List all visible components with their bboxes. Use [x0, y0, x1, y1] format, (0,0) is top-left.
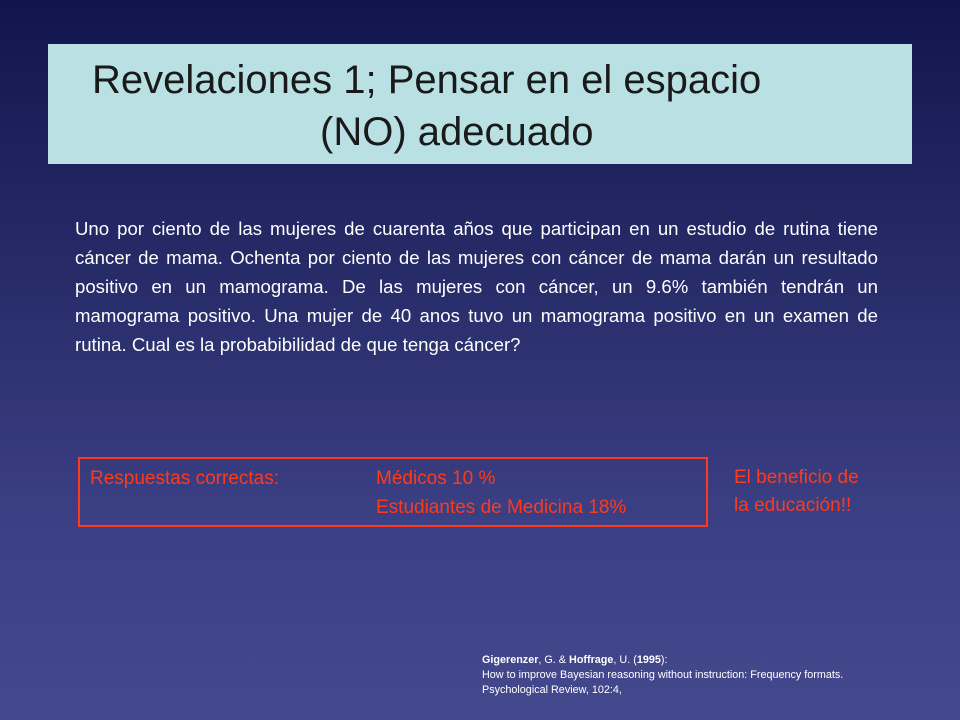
title-box — [48, 44, 912, 164]
citation-line-1 — [482, 653, 843, 668]
citation-year: 1995 — [636, 654, 661, 666]
answers-label: Respuestas correctas: — [90, 468, 280, 489]
problem-statement: Uno por ciento de las mujeres de cuarenta años que participan en un estudio de rutina tiene cáncer de mama. Ochenta por ciento de las mujeres con cáncer de mama darán un resultado positivo en un mamograma. De las mujeres con cáncer, un 9.6% también tendrán un mamograma positivo. Una mujer de 40 anos tuvo un mamograma positivo en un examen de rutina. Cual es la probabibilidad de que tenga cáncer? — [75, 218, 878, 355]
page-title-line-2: (NO) adecuado — [320, 110, 594, 154]
benefit-line-2: la educación!! — [734, 495, 852, 516]
answer-doctors: Médicos 10 % — [376, 468, 496, 489]
citation-sep-3: ): — [660, 654, 668, 666]
citation-sep-1: , G. & — [538, 654, 570, 666]
benefit-note — [734, 464, 859, 520]
benefit-line-1: El beneficio de — [734, 467, 859, 488]
citation-author-1: Gigerenzer — [482, 654, 539, 666]
citation-line-3: Psychological Review, 102:4, — [482, 684, 622, 696]
page-title-line-1: Revelaciones 1; Pensar en el espacio — [92, 58, 762, 102]
citation-author-2: Hoffrage — [569, 654, 614, 666]
citation — [482, 653, 843, 698]
answer-students: Estudiantes de Medicina 18% — [376, 497, 627, 518]
citation-line-2: How to improve Bayesian reasoning without instruction: Frequency formats. — [482, 669, 844, 681]
citation-sep-2: , U. ( — [613, 654, 637, 666]
answers-box — [78, 457, 708, 527]
